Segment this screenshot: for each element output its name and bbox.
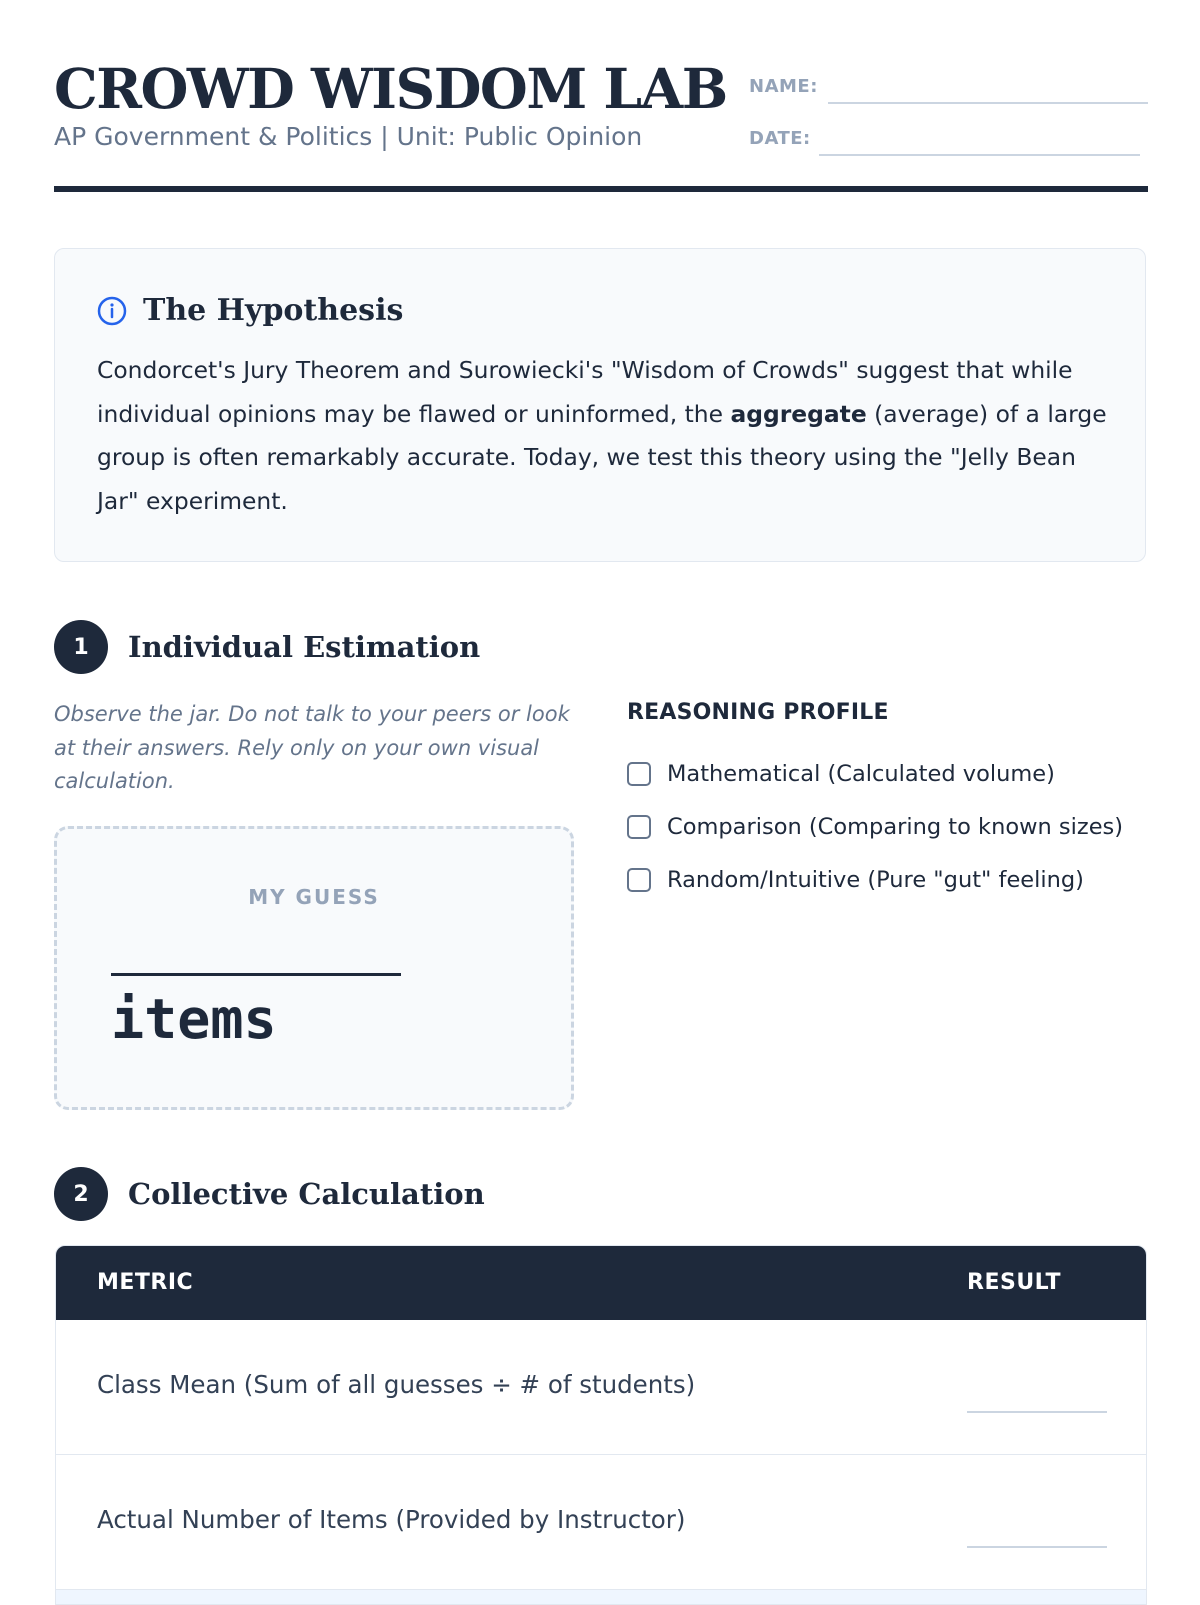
checkbox[interactable] [627, 815, 651, 839]
section-number-badge: 2 [54, 1167, 108, 1221]
reasoning-option[interactable] [627, 867, 1084, 893]
table-row [56, 1320, 1146, 1455]
section-1-header [54, 620, 480, 674]
reasoning-option[interactable] [627, 814, 1123, 840]
metric-cell: Class Mean (Sum of all guesses ÷ # of students) [97, 1370, 696, 1399]
reasoning-option[interactable] [627, 761, 1055, 787]
section-title: Collective Calculation [128, 1177, 485, 1211]
hypothesis-title: The Hypothesis [143, 293, 404, 328]
name-field[interactable] [828, 102, 1148, 104]
checkbox[interactable] [627, 868, 651, 892]
date-label: DATE: [749, 128, 811, 149]
results-table [55, 1245, 1147, 1605]
result-input[interactable] [967, 1411, 1107, 1413]
info-icon [97, 296, 127, 326]
name-label: NAME: [749, 76, 818, 97]
section-title: Individual Estimation [128, 630, 481, 664]
hypothesis-text [97, 349, 1107, 523]
reasoning-option-label: Comparison (Comparing to known sizes) [667, 814, 1124, 840]
hypothesis-emphasis: aggregate [730, 399, 867, 428]
date-field[interactable] [819, 154, 1140, 156]
reasoning-option-label: Random/Intuitive (Pure "gut" feeling) [667, 867, 1084, 893]
estimation-instructions: Observe the jar. Do not talk to your peers or look at their answers. Rely only on your own visual calculation. [54, 702, 570, 793]
page-title: CROWD WISDOM LAB [54, 56, 727, 121]
metric-cell: Actual Number of Items (Provided by Instructor) [97, 1505, 686, 1534]
table-row [56, 1590, 1146, 1605]
guess-input[interactable] [111, 973, 401, 976]
worksheet-header [54, 56, 1148, 196]
header-divider [54, 186, 1148, 192]
section-2-header [54, 1167, 485, 1221]
hypothesis-text-start: Condorcet's Jury Theorem and Surowiecki's "Wisdom of Crowds" suggest that while individual opinions may be flawed or uninformed, the [97, 356, 1073, 428]
guess-box [54, 826, 574, 1110]
result-input[interactable] [967, 1546, 1107, 1548]
guess-label: MY GUESS [248, 885, 380, 909]
hypothesis-text-end: (average) of a large group is often remarkably accurate. Today, we test this theory using the "Jelly Bean Jar" experiment. [97, 399, 1107, 515]
column-header-metric: METRIC [97, 1270, 194, 1295]
reasoning-option-label: Mathematical (Calculated volume) [667, 761, 1055, 787]
reasoning-profile-title: REASONING PROFILE [627, 700, 889, 725]
column-header-result: RESULT [967, 1270, 1062, 1295]
table-row [56, 1455, 1146, 1590]
checkbox[interactable] [627, 762, 651, 786]
guess-unit: items [111, 987, 277, 1051]
page-subtitle: AP Government & Politics | Unit: Public Opinion [54, 122, 643, 151]
table-header [56, 1246, 1146, 1320]
hypothesis-card [54, 248, 1146, 562]
section-number-badge: 1 [54, 620, 108, 674]
